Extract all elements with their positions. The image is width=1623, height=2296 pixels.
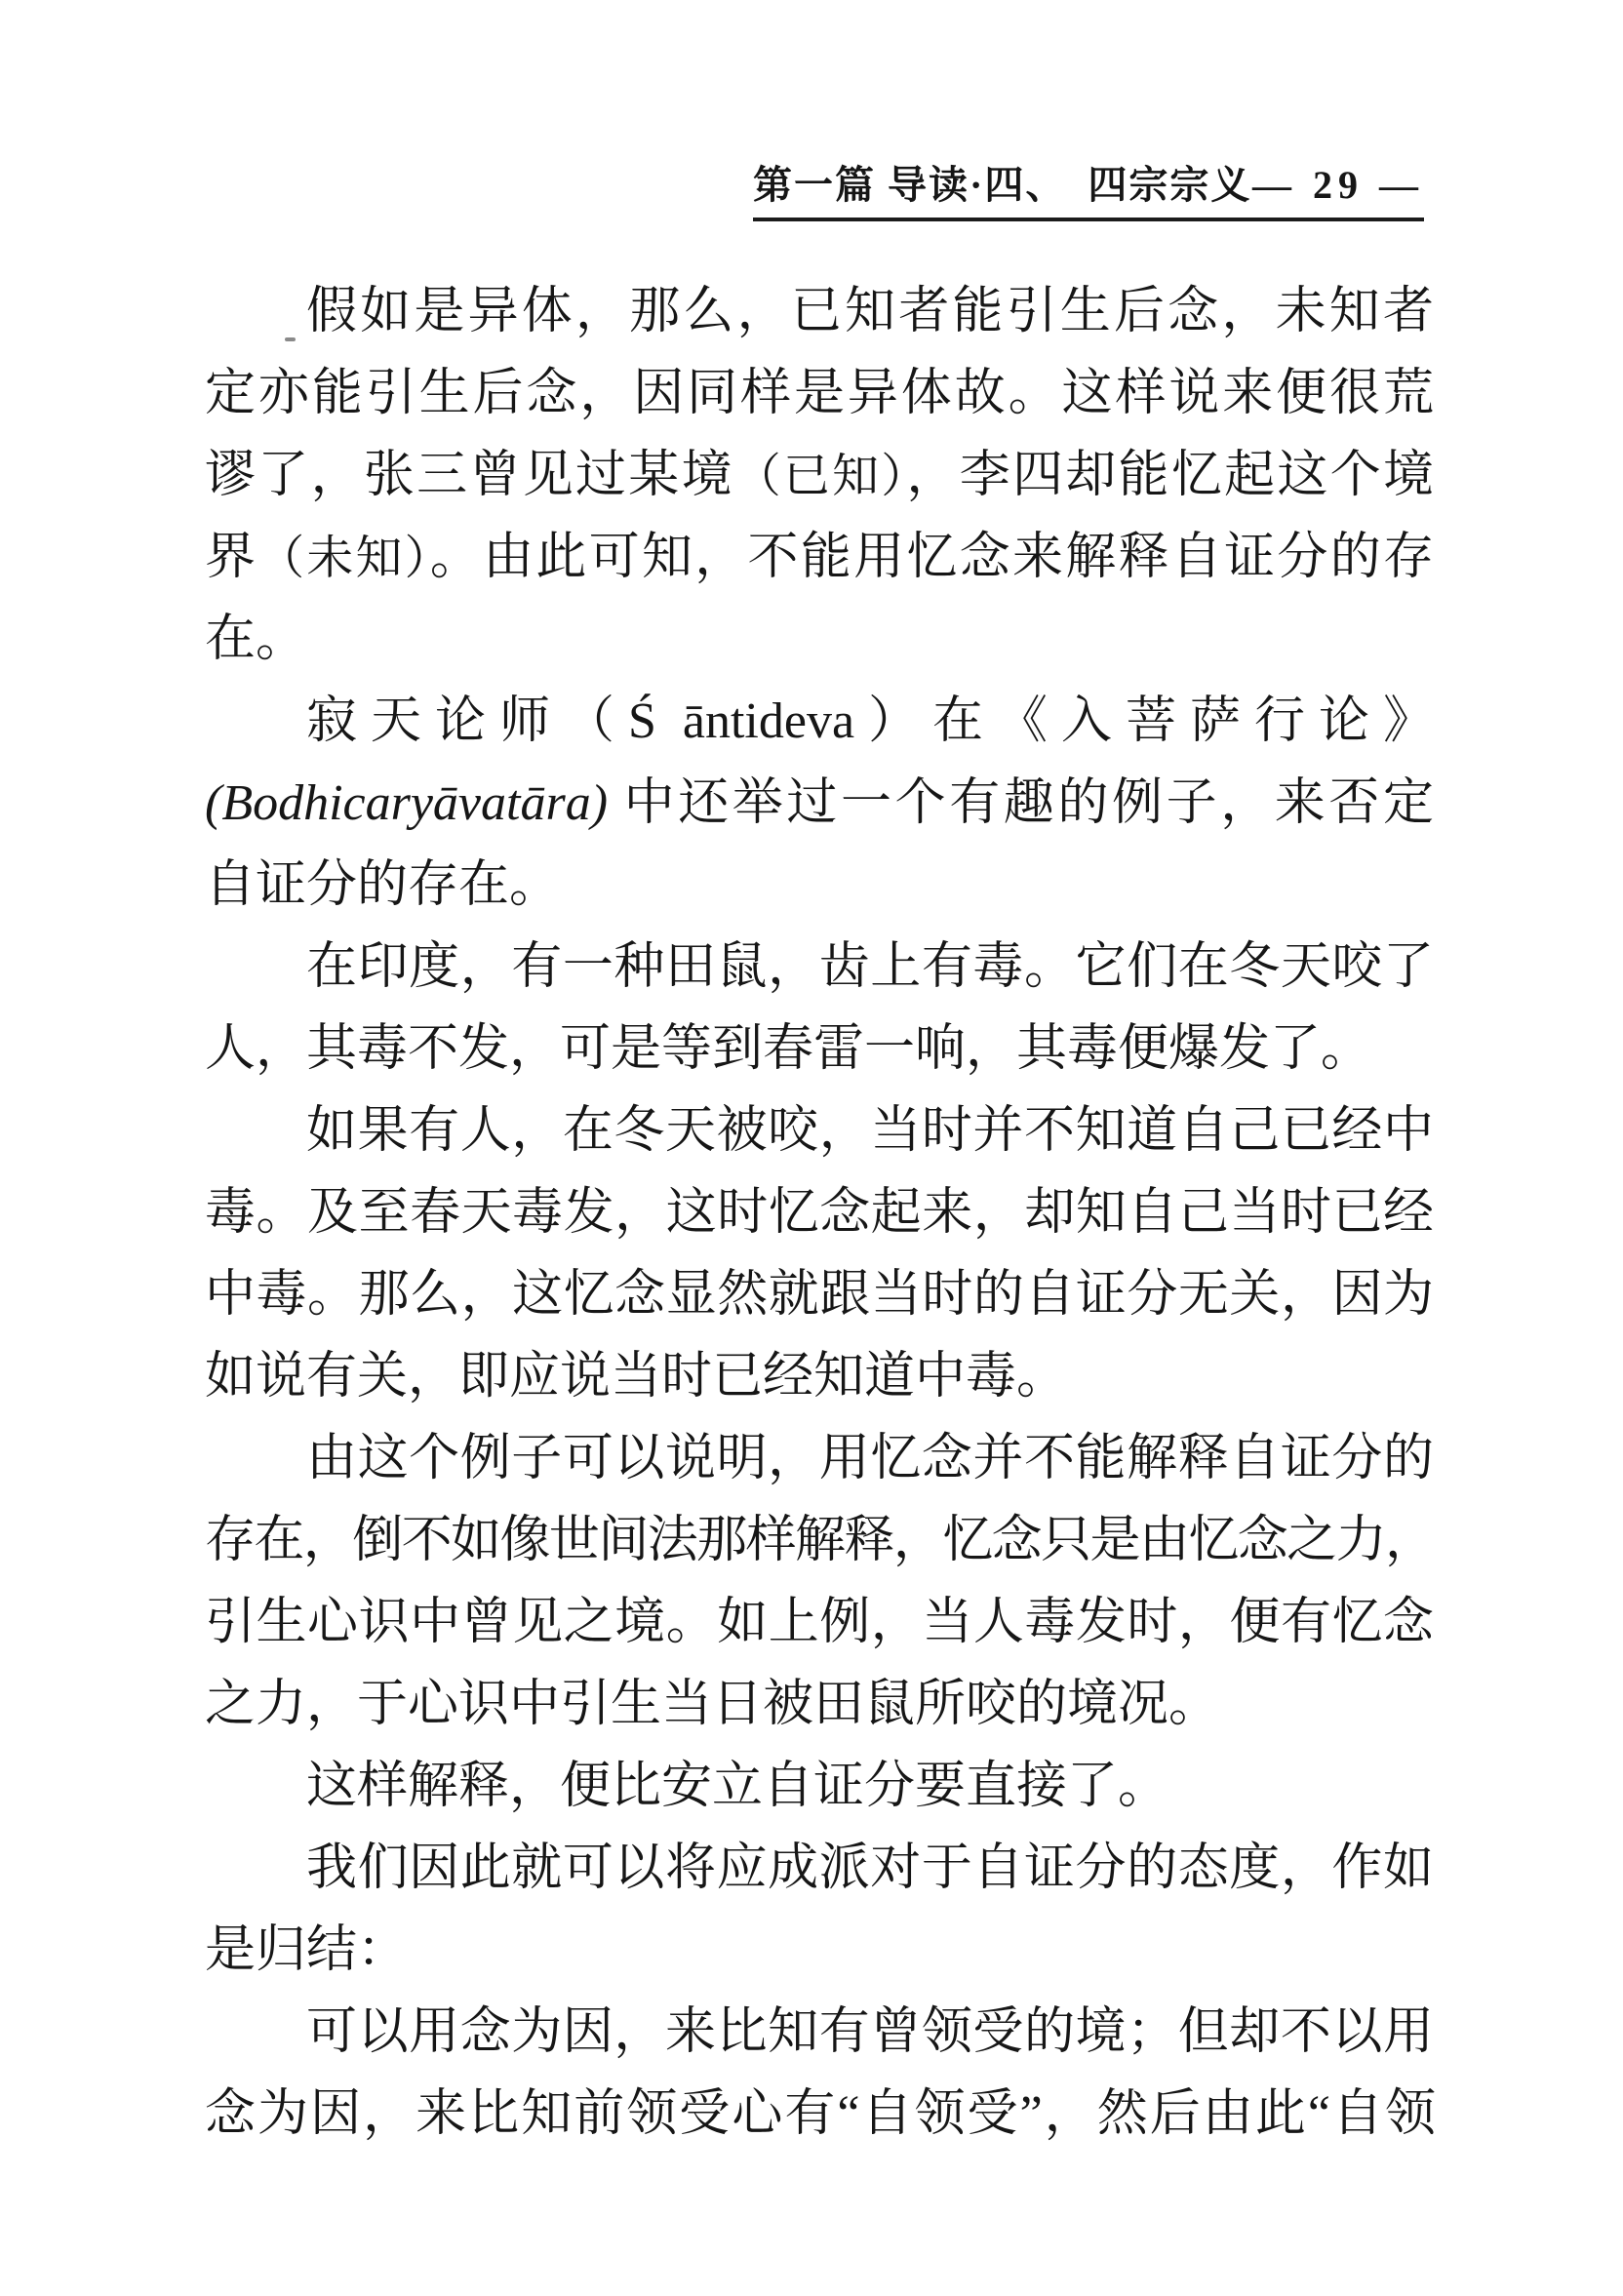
text-run: 定亦能引生后念，因同样是异体故。这样说来便很荒 — [205, 366, 1434, 421]
running-head — [753, 154, 1424, 221]
text-line — [205, 1500, 1434, 1582]
text-line — [205, 1910, 1434, 1992]
kai-text-run: （已知） — [733, 451, 907, 502]
text-line — [205, 1254, 1434, 1336]
text-run: 我们因此就可以将应成派对于自证分的态度，作如 — [306, 1841, 1434, 1896]
text-run: 中还举过一个有趣的例子，来否定 — [608, 775, 1434, 831]
text-run: 由这个例子可以说明，用忆念并不能解释自证分的 — [306, 1431, 1434, 1486]
kai-text-run: （未知） — [257, 533, 430, 584]
running-head-section-title: 第一篇 导读·四、 四宗宗义 — [753, 163, 1252, 207]
text-line — [205, 353, 1434, 435]
text-line — [205, 845, 1434, 927]
text-line — [205, 681, 1434, 763]
text-run: 在。 — [205, 612, 307, 667]
text-run: 如说有关，即应说当时已经知道中毒。 — [205, 1349, 1068, 1405]
text-run: 这样解释，便比安立自证分要直接了。 — [306, 1759, 1169, 1814]
text-line — [205, 1746, 1434, 1828]
latin-text-run: Ś āntideva — [627, 693, 855, 749]
text-run: 自证分的存在。 — [205, 857, 561, 913]
text-run: 存在，倒不如像世间法那样解释，忆念只是由忆念之力， — [205, 1513, 1434, 1568]
running-head-page-number: — 29 — — [1252, 163, 1424, 207]
text-line — [205, 763, 1434, 845]
text-line — [205, 1418, 1434, 1500]
text-line — [205, 1582, 1434, 1664]
text-run: 界 — [205, 530, 258, 585]
text-run: 念为因，来比知前领受心有“自领受”，然后由此“自领 — [205, 2086, 1434, 2142]
text-run: 谬了，张三曾见过某境 — [205, 448, 734, 503]
text-run: 中毒。那么，这忆念显然就跟当时的自证分无关，因为 — [205, 1267, 1434, 1323]
text-run: 。由此可知，不能用忆念来解释自证分的存 — [429, 530, 1434, 585]
text-run: 引生心识中曾见之境。如上例，当人毒发时，便有忆念 — [205, 1595, 1434, 1650]
text-line — [205, 1009, 1434, 1090]
page-body-text — [205, 271, 1434, 2156]
text-line — [205, 599, 1434, 681]
text-run: 人，其毒不发，可是等到春雷一响，其毒便爆发了。 — [205, 1021, 1372, 1077]
text-run: 毒。及至春天毒发，这时忆念起来，却知自己当时已经 — [205, 1185, 1434, 1241]
text-run: 如果有人，在冬天被咬，当时并不知道自己已经中 — [306, 1103, 1434, 1159]
text-run: 是归结： — [205, 1922, 409, 1978]
text-run: 在印度，有一种田鼠，齿上有毒。它们在冬天咬了 — [306, 939, 1434, 995]
text-line — [205, 1664, 1434, 1746]
text-line — [205, 2074, 1434, 2156]
text-line — [205, 1172, 1434, 1254]
text-line — [205, 1090, 1434, 1172]
text-line — [205, 1992, 1434, 2074]
text-run: ）在《入菩萨行论》 — [854, 693, 1434, 749]
text-run: 假如是异体，那么，已知者能引生后念，未知者 — [306, 284, 1434, 339]
text-line — [205, 927, 1434, 1009]
text-run: 可以用念为因，来比知有曾领受的境；但却不以用 — [306, 2004, 1434, 2060]
text-line — [205, 435, 1434, 517]
text-line — [205, 517, 1434, 599]
text-line — [205, 271, 1434, 353]
text-run: ，李四却能忆起这个境 — [906, 448, 1434, 503]
text-run: 之力，于心识中引生当日被田鼠所咬的境况。 — [205, 1677, 1220, 1732]
text-line — [205, 1336, 1434, 1418]
latin-italic-text-run: (Bodhicaryāvatāra) — [205, 775, 609, 831]
text-line — [205, 1828, 1434, 1910]
text-run: 寂天论师（ — [306, 693, 628, 749]
